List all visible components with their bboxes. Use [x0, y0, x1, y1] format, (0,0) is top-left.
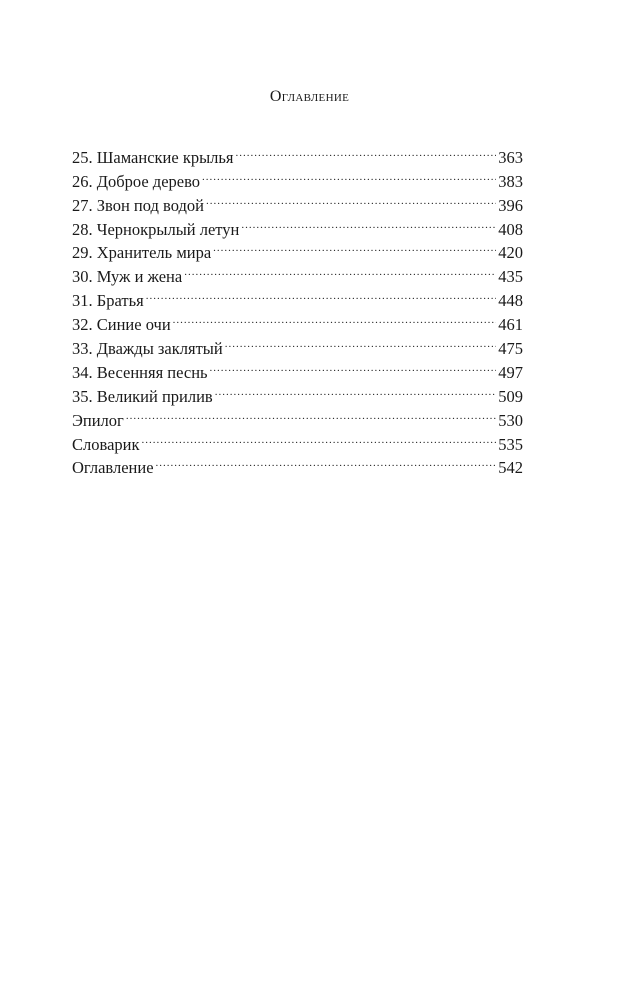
dot-leader — [241, 211, 496, 235]
dot-leader — [213, 235, 496, 259]
dot-leader — [184, 258, 496, 282]
dot-leader — [210, 354, 497, 378]
toc-entry-title: 35. Великий прилив — [72, 386, 213, 406]
dot-leader — [126, 402, 496, 426]
toc-page-number: 408 — [498, 219, 523, 239]
toc-entry — [72, 426, 523, 454]
toc-entry-title: Оглавление — [72, 458, 154, 478]
toc-heading: Оглавление — [269, 88, 350, 105]
toc-page-number: 509 — [498, 386, 523, 406]
dot-leader — [215, 378, 497, 402]
toc-entry-title: 32. Синие очи — [72, 315, 171, 335]
dot-leader — [225, 330, 497, 354]
toc-entry-title: 27. Звон под водой — [72, 195, 204, 215]
toc-entry-title: 33. Дважды заклятый — [72, 339, 223, 359]
toc-entry-title: 34. Весенняя песнь — [72, 362, 208, 382]
toc-entry-title: 31. Братья — [72, 291, 144, 311]
toc-page-number: 420 — [498, 243, 523, 263]
toc-page-number: 435 — [498, 267, 523, 287]
toc-page-number: 542 — [498, 458, 523, 478]
dot-leader — [202, 163, 496, 187]
dot-leader — [236, 139, 497, 163]
dot-leader — [156, 450, 497, 474]
toc-page-number: 475 — [498, 339, 523, 359]
dot-leader — [141, 426, 496, 450]
toc-entry-title: Эпилог — [72, 410, 124, 430]
toc-entry-title: 28. Чернокрылый летун — [72, 219, 240, 239]
toc-entry — [72, 402, 523, 430]
toc-page-number: 396 — [498, 195, 523, 215]
toc-entry-title: 29. Хранитель мира — [72, 243, 212, 263]
toc-entry-title: 25. Шаманские крылья — [72, 147, 234, 167]
toc-entry-title: 30. Муж и жена — [72, 267, 183, 287]
dot-leader — [173, 306, 497, 330]
toc-list — [72, 139, 523, 478]
toc-page-number: 535 — [498, 434, 523, 454]
toc-entry — [72, 139, 523, 167]
dot-leader — [146, 282, 497, 306]
toc-page-number: 448 — [498, 291, 523, 311]
toc-page-number: 461 — [498, 315, 523, 335]
dot-leader — [206, 187, 496, 211]
toc-entry-title: Словарик — [72, 434, 140, 454]
toc-page-number: 383 — [498, 171, 523, 191]
toc-entry — [72, 450, 523, 478]
toc-page-number: 497 — [498, 362, 523, 382]
toc-entry-title: 26. Доброе дерево — [72, 171, 201, 191]
toc-page-number: 530 — [498, 410, 523, 430]
toc-page-number: 363 — [498, 147, 523, 167]
